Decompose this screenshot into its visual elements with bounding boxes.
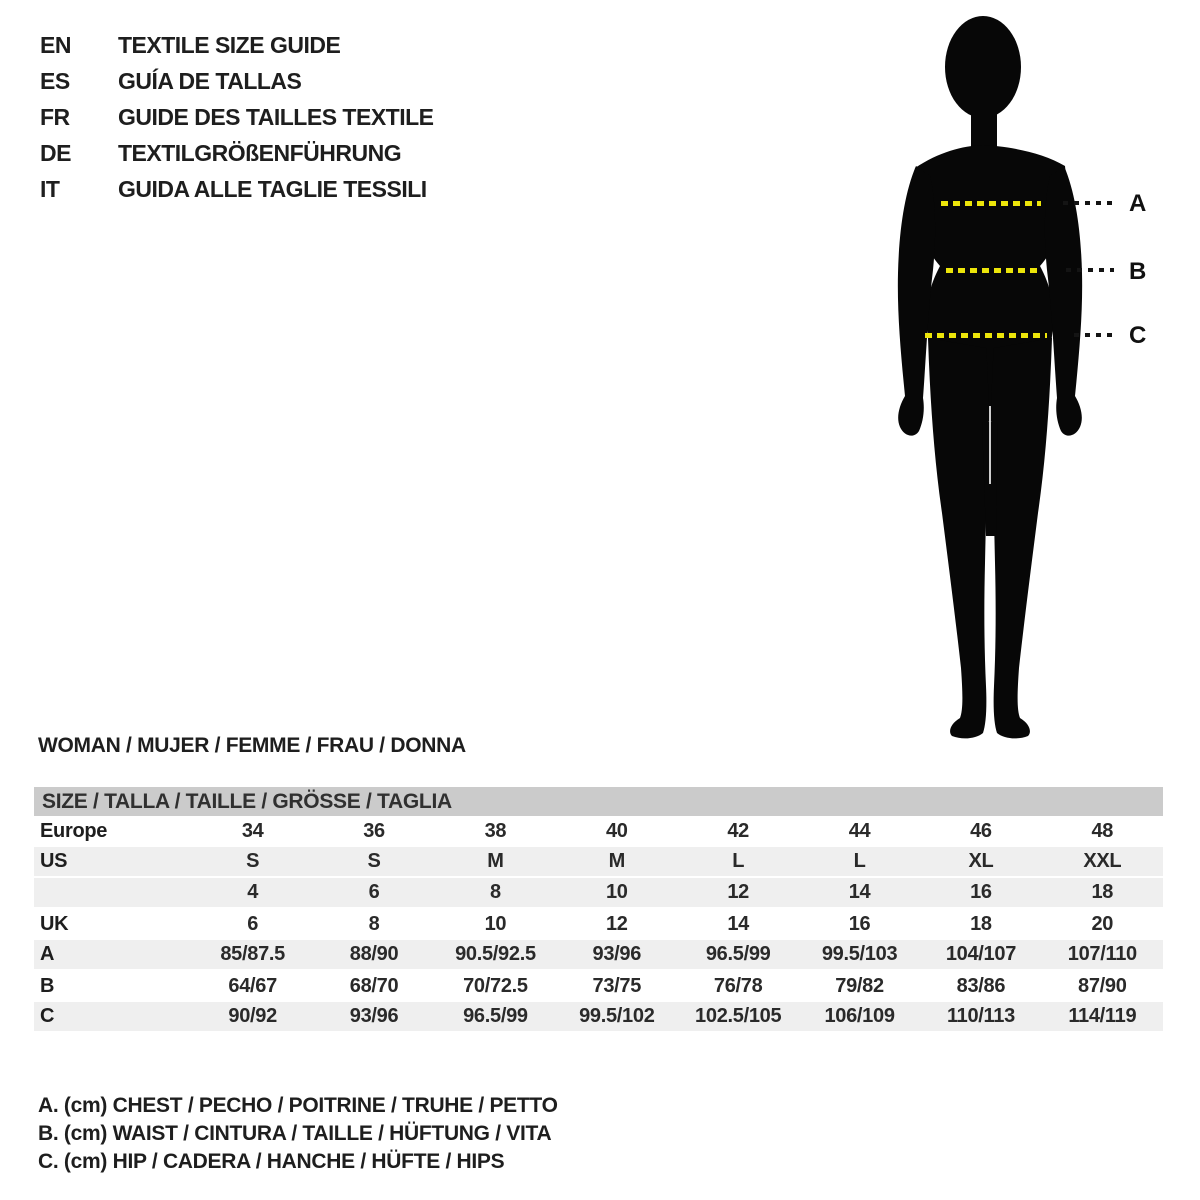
row-values — [192, 913, 1163, 936]
silhouette-left-leg — [928, 338, 988, 738]
size-cell: 8 — [490, 881, 501, 903]
table-row — [34, 816, 1163, 847]
size-cell: 18 — [1091, 881, 1114, 903]
size-cell: 14 — [727, 913, 750, 935]
row-label: B — [40, 975, 55, 997]
hip-measure-dash — [925, 333, 1047, 338]
size-cell: XXL — [1083, 850, 1122, 872]
size-cell: 6 — [247, 913, 259, 935]
size-cell: 90.5/92.5 — [455, 943, 536, 965]
size-cell: 10 — [605, 881, 628, 903]
measurement-legend — [38, 1094, 558, 1178]
size-cell: 34 — [241, 820, 264, 842]
language-code: EN — [40, 31, 71, 58]
size-cell: 20 — [1091, 913, 1114, 935]
row-label: C — [40, 1005, 55, 1027]
silhouette-left-arm — [898, 166, 935, 436]
marker-a-label: A — [1129, 190, 1147, 217]
silhouette-right-arm — [1045, 166, 1082, 436]
size-cell: 102.5/105 — [695, 1005, 782, 1027]
language-row — [40, 99, 434, 135]
size-cell: 64/67 — [228, 975, 277, 997]
size-cell: 10 — [484, 913, 507, 935]
size-table — [34, 787, 1163, 1033]
size-cell: 79/82 — [835, 975, 884, 997]
language-row — [40, 135, 434, 171]
legend-line: C. (cm) HIP / CADERA / HANCHE / HÜFTE / HIPS — [38, 1150, 505, 1173]
language-code: ES — [40, 67, 70, 94]
marker-b-label: B — [1129, 258, 1147, 285]
silhouette-right-leg — [992, 338, 1052, 738]
size-cell: 76/78 — [713, 975, 763, 997]
chest-measure-dash — [941, 201, 1041, 206]
language-guide-title: TEXTILE SIZE GUIDE — [118, 31, 341, 58]
size-cell: 99.5/102 — [579, 1005, 655, 1027]
size-cell: 38 — [484, 820, 507, 842]
row-values — [192, 850, 1163, 873]
woman-silhouette — [894, 8, 1086, 740]
row-values — [192, 1005, 1163, 1028]
size-cell: 106/109 — [824, 1005, 895, 1027]
table-row — [34, 847, 1163, 878]
table-row — [34, 940, 1163, 971]
size-cell: 90/92 — [228, 1005, 277, 1027]
language-guide-title: GUÍA DE TALLAS — [118, 67, 302, 94]
size-cell: 96.5/99 — [463, 1005, 528, 1027]
size-cell: 96.5/99 — [705, 943, 771, 965]
size-cell: 42 — [727, 820, 750, 842]
size-cell: 18 — [970, 913, 992, 935]
size-cell: 93/96 — [592, 943, 642, 965]
silhouette-neck — [971, 93, 997, 153]
row-values — [192, 975, 1163, 998]
row-values — [192, 943, 1163, 966]
size-cell: 16 — [848, 913, 871, 935]
hip-leader-dots — [1074, 333, 1116, 337]
waist-leader-dots — [1066, 268, 1114, 272]
row-label: US — [40, 850, 68, 872]
language-code: IT — [40, 175, 60, 202]
language-row — [40, 27, 434, 63]
row-values — [192, 820, 1163, 843]
chest-leader-dots — [1063, 201, 1116, 205]
language-code: FR — [40, 103, 70, 130]
size-cell: 16 — [970, 881, 992, 903]
size-cell: XL — [968, 850, 994, 872]
legend-line: B. (cm) WAIST / CINTURA / TAILLE / HÜFTUNG / VITA — [38, 1122, 552, 1145]
row-values — [192, 881, 1163, 904]
size-cell: 6 — [368, 881, 380, 903]
size-cell: 36 — [363, 820, 385, 842]
language-guide-title: GUIDE DES TAILLES TEXTILE — [118, 103, 434, 130]
table-row — [34, 971, 1163, 1002]
size-cell: 114/119 — [1068, 1005, 1137, 1027]
size-cell: S — [246, 850, 260, 872]
table-row — [34, 909, 1163, 940]
size-cell: 93/96 — [349, 1005, 399, 1027]
size-cell: 83/86 — [956, 975, 1006, 997]
size-table-body — [34, 816, 1163, 1033]
language-title-list — [40, 27, 434, 207]
size-cell: 73/75 — [592, 975, 642, 997]
size-cell: 87/90 — [1078, 975, 1127, 997]
size-cell: 107/110 — [1067, 943, 1137, 965]
size-cell: 12 — [727, 881, 750, 903]
size-cell: 99.5/103 — [821, 943, 898, 965]
size-cell: 46 — [970, 820, 992, 842]
language-row — [40, 63, 434, 99]
row-label: UK — [40, 913, 69, 935]
size-cell: 14 — [848, 881, 871, 903]
size-cell: M — [608, 850, 625, 872]
section-title: WOMAN / MUJER / FEMME / FRAU / DONNA — [38, 734, 466, 757]
language-guide-title: GUIDA ALLE TAGLIE TESSILI — [118, 175, 427, 202]
size-cell: 104/107 — [945, 943, 1017, 965]
legend-line: A. (cm) CHEST / PECHO / POITRINE / TRUHE / PETTO — [38, 1094, 558, 1117]
silhouette-leg-gap — [989, 406, 991, 484]
size-cell: 12 — [605, 913, 628, 935]
size-cell: 8 — [368, 913, 380, 935]
size-cell: L — [732, 850, 745, 872]
table-row — [34, 878, 1163, 909]
marker-c-label: C — [1129, 322, 1147, 349]
table-row — [34, 1002, 1163, 1033]
row-label: Europe — [40, 820, 108, 842]
waist-measure-dash — [946, 268, 1038, 273]
language-code: DE — [40, 139, 71, 166]
size-cell: 40 — [605, 820, 628, 842]
size-cell: 44 — [848, 820, 871, 842]
size-cell: L — [853, 850, 866, 872]
language-row — [40, 171, 434, 207]
row-label: A — [40, 943, 55, 965]
size-cell: 68/70 — [349, 975, 399, 997]
size-cell: 48 — [1091, 820, 1114, 842]
size-cell: 88/90 — [349, 943, 399, 965]
size-cell: 70/72.5 — [463, 975, 528, 997]
size-cell: 110/113 — [946, 1005, 1015, 1027]
size-cell: M — [487, 850, 504, 872]
language-guide-title: TEXTILGRÖßENFÜHRUNG — [118, 139, 402, 166]
size-cell: 4 — [247, 881, 259, 903]
size-cell: S — [367, 850, 381, 872]
size-cell: 85/87.5 — [220, 943, 285, 965]
size-table-header: SIZE / TALLA / TAILLE / GRÖSSE / TAGLIA — [34, 787, 1163, 816]
